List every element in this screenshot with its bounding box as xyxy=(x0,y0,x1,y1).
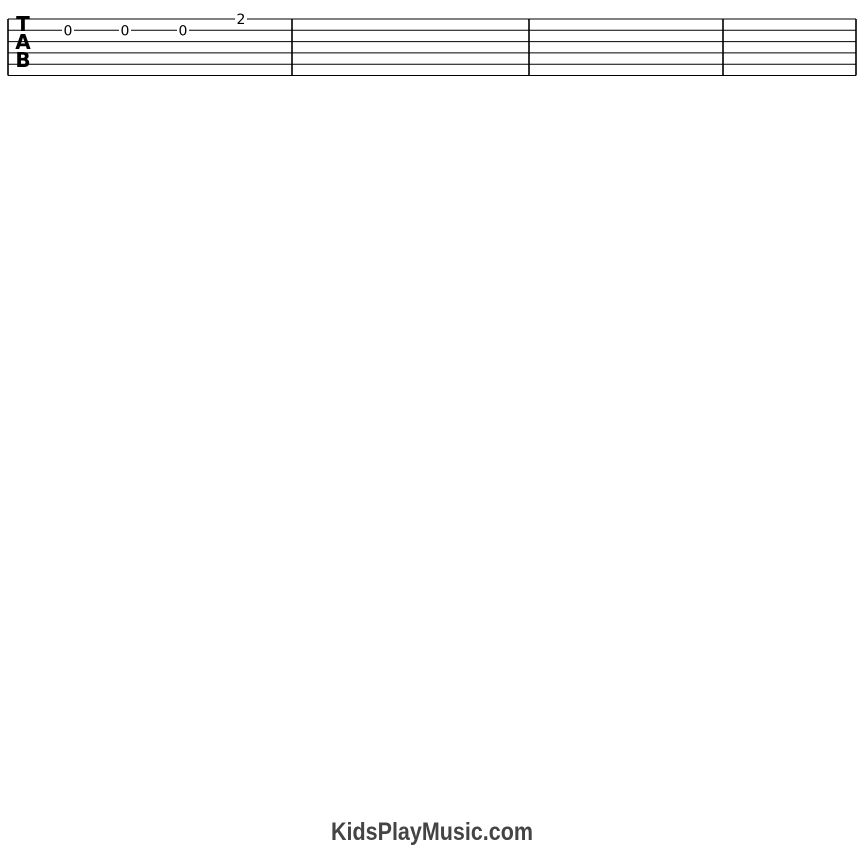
fret-number: 0 xyxy=(63,23,73,40)
fret-number: 2 xyxy=(236,12,246,28)
tab-clef-letter: T xyxy=(16,12,30,36)
site-footer: KidsPlayMusic.com xyxy=(331,818,533,846)
fret-number: 0 xyxy=(178,23,188,40)
fret-number: 0 xyxy=(120,23,130,40)
tab-clef-letter: A xyxy=(15,30,31,54)
tab-clef-letter: B xyxy=(15,48,31,72)
